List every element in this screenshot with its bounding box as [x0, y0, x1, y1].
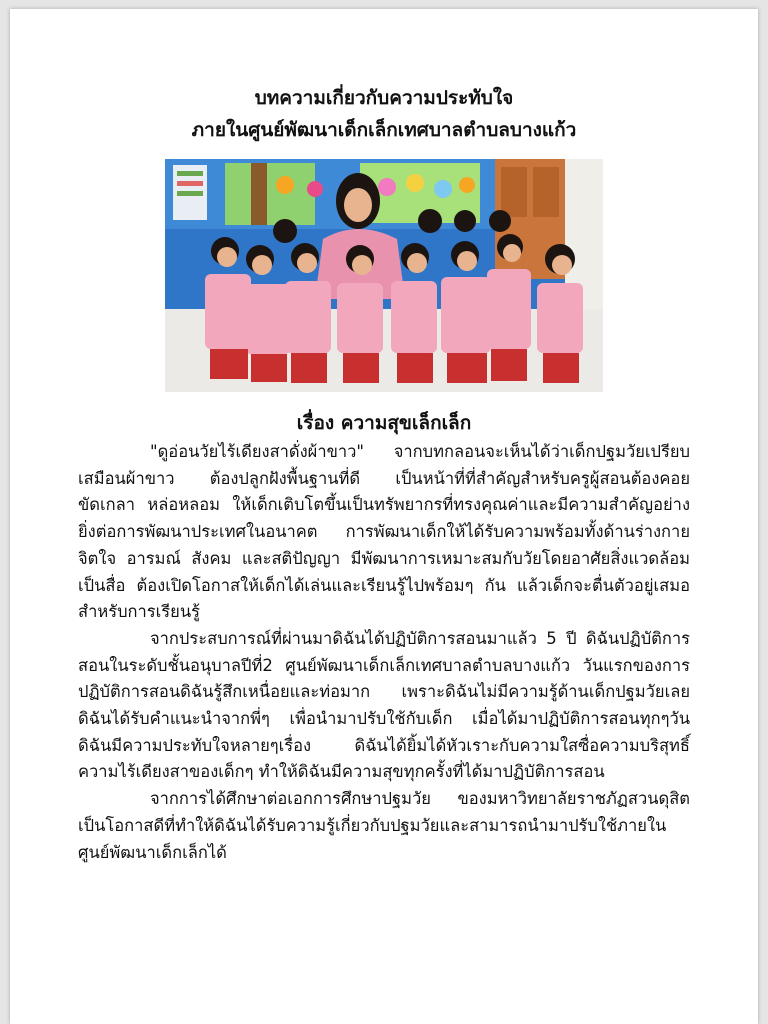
- document-title-line-1: บทความเกี่ยวกับความประทับใจ: [254, 87, 514, 109]
- document-page: [10, 9, 758, 1024]
- classroom-children-photo-icon: [165, 159, 603, 392]
- article-body: [78, 439, 690, 866]
- document-title-line-2: ภายในศูนย์พัฒนาเด็กเล็กเทศบาลตำบลบางแก้ว: [191, 119, 577, 141]
- paragraph-2: จากประสบการณ์ที่ผ่านมาดิฉันได้ปฏิบัติการสอนมาแล้ว 5 ปี ดิฉันปฏิบัติการสอนในระดับชั้นอนุบาลปีที่2 ศูนย์พัฒนาเด็กเล็กเทศบาลตำบลบางแก้ว วันแรกของการปฏิบัติการสอนดิฉันรู้สึกเหนื่อยและท่อมาก เพราะดิฉันไม่มีความรู้ด้านเด็กปฐมวัยเลย ดิฉันได้รับคำแนะนำจากพี่ๆ เพื่อนำมาปรับใช้กับเด็ก เมื่อได้มาปฏิบัติการสอนทุกๆวัน ดิฉันมีความประทับใจหลายๆเรื่อง ดิฉันได้ยิ้มได้หัวเราะกับความใสซื่อความบริสุทธิ์ความไร้เดียงสาของเด็กๆ ทำให้ดิฉันมีความสุขทุกครั้งที่ได้มาปฏิบัติการสอน: [78, 628, 690, 782]
- status-bar: [0, 0, 768, 8]
- classroom-photo: [165, 159, 603, 392]
- paragraph-1: "ดูอ่อนวัยไร้เดียงสาดั่งผ้าขาว" จากบทกลอนจะเห็นได้ว่าเด็กปฐมวัยเปรียบเสมือนผ้าขาว ต้องปลูกฝังพื้นฐานที่ดี เป็นหน้าที่ที่สำคัญสำหรับครูผู้สอนต้องคอย ขัดเกลา หล่อหลอม ให้เด็กเติบโตขึ้นเป็นทรัพยากรที่ทรงคุณค่าและมีความสำคัญอย่างยิ่งต่อการพัฒนาประเทศในอนาคต การพัฒนาเด็กให้ได้รับความพร้อมทั้งด้านร่างกายจิตใจ อารมณ์ สังคม และสติปัญญา มีพัฒนาการเหมาะสมกับวัยโดยอาศัยสิ่งแวดล้อมเป็นสื่อ ต้องเปิดโอกาสให้เด็กได้เล่นและเรียนรู้ไปพร้อมๆ กัน แล้วเด็กจะตื่นตัวอยู่เสมอสำหรับการเรียนรู้: [78, 442, 690, 622]
- story-title: เรื่อง ความสุขเล็กเล็ก: [296, 412, 472, 434]
- paragraph-3: จากการได้ศึกษาต่อเอกการศึกษาปฐมวัย ของมหาวิทยาลัยราชภัฏสวนดุสิต เป็นโอกาสดีที่ทำให้ดิฉันได้รับความรู้เกี่ยวกับปฐมวัยและสามารถนำมาปรับใช้ภายในศูนย์พัฒนาเด็กเล็กได้: [78, 789, 690, 862]
